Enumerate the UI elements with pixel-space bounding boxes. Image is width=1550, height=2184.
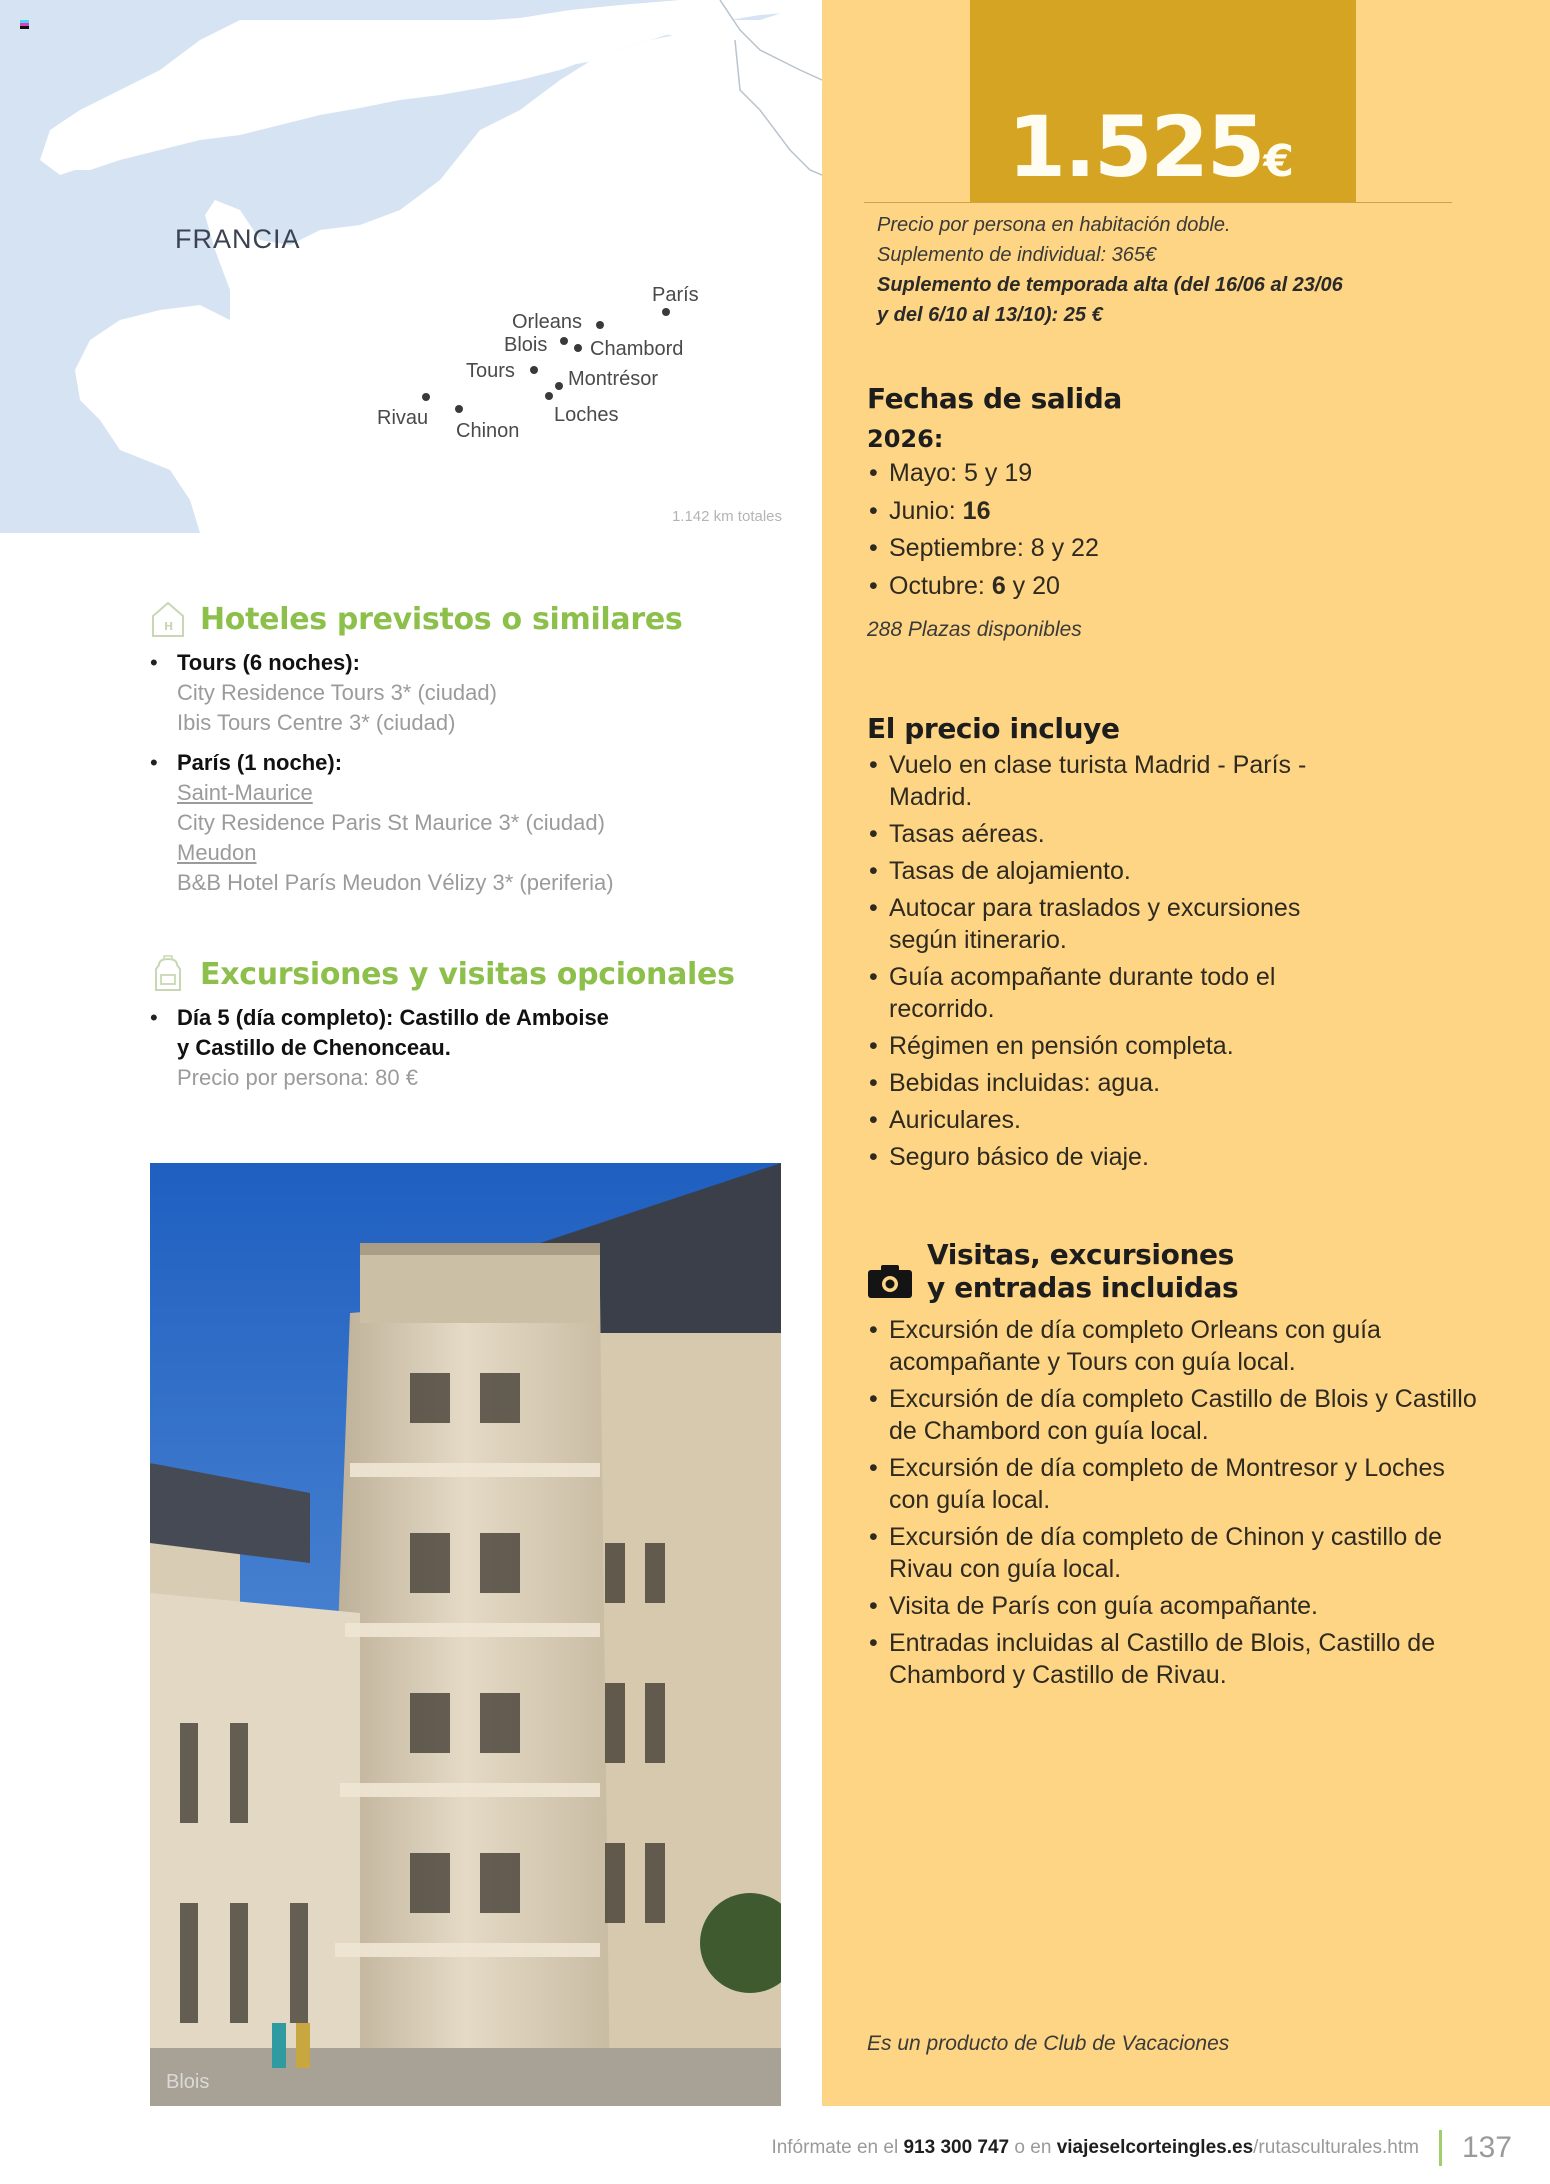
departure-days: 8 y 22 bbox=[1030, 534, 1099, 562]
hotel-entry: B&B Hotel París Meudon Vélizy 3* (periferia) bbox=[177, 870, 614, 895]
page-number: 137 bbox=[1461, 2131, 1512, 2164]
hotel-list bbox=[150, 648, 830, 898]
map-landmass bbox=[0, 0, 822, 533]
city-label: Blois bbox=[504, 334, 548, 356]
price-box bbox=[970, 0, 1356, 202]
city-marker-icon bbox=[455, 405, 463, 413]
hotel-group-tours bbox=[150, 648, 830, 738]
city-label: Orleans bbox=[512, 311, 583, 333]
optional-excursions-title: Excursiones y visitas opcionales bbox=[200, 956, 735, 992]
photo-caption: Blois bbox=[166, 2071, 210, 2093]
list-item: • Vuelo en clase turista Madrid - París - Madrid. bbox=[867, 749, 1327, 813]
optional-excursions-heading bbox=[150, 955, 830, 993]
list-item: • Seguro básico de viaje. bbox=[867, 1141, 1327, 1173]
footer-website-link[interactable]: viajeselcorteingles.es bbox=[1056, 2137, 1254, 2158]
footer-middle: o en bbox=[1009, 2137, 1057, 2158]
optional-excursions-list bbox=[150, 1003, 830, 1093]
hotel-entry: City Residence Tours 3* (ciudad) bbox=[177, 680, 497, 705]
included-visits-title-line2: y entradas incluidas bbox=[927, 1271, 1239, 1304]
optional-excursion-price: Precio por persona: 80 € bbox=[177, 1065, 418, 1090]
departure-month: Junio: bbox=[889, 496, 963, 525]
city-label: Montrésor bbox=[568, 368, 659, 390]
city-marker-icon bbox=[545, 392, 553, 400]
price-note-high-season-cont: y del 6/10 al 13/10): 25 € bbox=[877, 304, 1103, 326]
svg-text:H: H bbox=[164, 620, 173, 633]
city-label: Loches bbox=[554, 404, 619, 426]
list-item: • Tasas aéreas. bbox=[867, 818, 1327, 850]
list-item: • Excursión de día completo de Montresor y Loches con guía local. bbox=[867, 1452, 1487, 1516]
castle-illustration bbox=[150, 1163, 781, 2106]
price-note-single-supplement: Suplemento de individual: 365€ bbox=[877, 244, 1157, 266]
footer-contact bbox=[771, 2137, 1419, 2159]
list-item: • Excursión de día completo Orleans con guía acompañante y Tours con guía local. bbox=[867, 1314, 1487, 1378]
list-item: • Tasas de alojamiento. bbox=[867, 855, 1327, 887]
city-marker-icon bbox=[555, 382, 563, 390]
hotel-entry: Ibis Tours Centre 3* (ciudad) bbox=[177, 710, 456, 735]
city-marker-icon bbox=[574, 344, 582, 352]
list-item: • Bebidas incluidas: agua. bbox=[867, 1067, 1327, 1099]
departure-item-october bbox=[867, 570, 1507, 602]
departure-month: Mayo: bbox=[889, 459, 965, 487]
list-item: • Régimen en pensión completa. bbox=[867, 1030, 1327, 1062]
departure-days-highlight: 6 bbox=[991, 571, 1006, 600]
price-includes-section bbox=[867, 712, 1327, 1173]
hotels-heading bbox=[150, 600, 830, 638]
footer-website-path[interactable]: /rutasculturales.htm bbox=[1253, 2137, 1419, 2158]
city-marker-icon bbox=[530, 366, 538, 374]
departure-month: Septiembre: bbox=[889, 534, 1031, 562]
price-value bbox=[1008, 98, 1294, 196]
price-notes bbox=[877, 210, 1497, 330]
departures-year: 2026: bbox=[867, 425, 944, 453]
total-distance-note: 1.142 km totales bbox=[671, 508, 782, 525]
footer-prefix: Infórmate en el bbox=[771, 2137, 904, 2158]
footer-phone[interactable]: 913 300 747 bbox=[903, 2137, 1010, 2158]
hotels-section bbox=[150, 600, 830, 898]
included-visits-heading bbox=[867, 1238, 1487, 1304]
hotel-area-link-saint-maurice[interactable]: Saint-Maurice bbox=[177, 780, 313, 805]
footer-separator bbox=[1439, 2130, 1442, 2166]
city-marker-icon bbox=[560, 337, 568, 345]
price-note-double-room: Precio por persona en habitación doble. bbox=[877, 214, 1231, 236]
departures-section bbox=[867, 382, 1507, 642]
departure-days: 5 y 19 bbox=[964, 459, 1033, 487]
departure-item-june bbox=[867, 495, 1507, 527]
departure-days-highlight: 16 bbox=[962, 496, 991, 525]
hotel-house-icon bbox=[150, 600, 186, 638]
price-includes-list bbox=[867, 749, 1327, 1173]
city-label: París bbox=[652, 284, 699, 306]
list-item: • Entradas incluidas al Castillo de Blois, Castillo de Chambord y Castillo de Rivau. bbox=[867, 1627, 1487, 1691]
departure-dates-list bbox=[867, 457, 1507, 602]
hotels-title: Hoteles previstos o similares bbox=[200, 601, 683, 637]
hotel-entry: City Residence Paris St Maurice 3* (ciudad) bbox=[177, 810, 605, 835]
chateau-de-blois-photo bbox=[150, 1163, 781, 2106]
hotel-group-paris bbox=[150, 748, 830, 898]
price-currency: € bbox=[1263, 136, 1294, 187]
price-includes-title: El precio incluye bbox=[867, 712, 1120, 745]
backpack-icon bbox=[150, 955, 186, 993]
route-map bbox=[0, 0, 822, 533]
price-amount: 1.525 bbox=[1007, 98, 1264, 196]
page-footer bbox=[771, 2124, 1512, 2172]
departure-item-may bbox=[867, 457, 1507, 489]
list-item: • Autocar para traslados y excursiones según itinerario. bbox=[867, 892, 1327, 956]
trip-info-panel bbox=[822, 0, 1550, 2106]
price-note-high-season: Suplemento de temporada alta (del 16/06 al 23/06 bbox=[877, 274, 1343, 296]
departure-item-september bbox=[867, 532, 1507, 564]
hotel-area-link-meudon[interactable]: Meudon bbox=[177, 840, 257, 865]
optional-excursion-line2: y Castillo de Chenonceau. bbox=[177, 1035, 451, 1060]
optional-excursion-line1: • Día 5 (día completo): Castillo de Amboise bbox=[177, 1005, 609, 1030]
print-registration-mark bbox=[20, 20, 29, 29]
optional-excursion-item bbox=[150, 1003, 830, 1093]
included-visits-list bbox=[867, 1314, 1487, 1691]
city-label: Tours bbox=[466, 360, 515, 382]
seats-available: 288 Plazas disponibles bbox=[867, 617, 1082, 641]
list-item: • Visita de París con guía acompañante. bbox=[867, 1590, 1487, 1622]
city-label: Chinon bbox=[456, 420, 520, 442]
city-label: Chambord bbox=[590, 338, 684, 360]
departures-title: Fechas de salida bbox=[867, 382, 1122, 415]
price-divider bbox=[864, 202, 1452, 203]
hotel-group-city: • Tours (6 noches): bbox=[177, 650, 360, 675]
optional-excursions-section bbox=[150, 955, 830, 1093]
country-label: FRANCIA bbox=[175, 224, 301, 254]
city-marker-icon bbox=[422, 393, 430, 401]
list-item: • Excursión de día completo de Chinon y castillo de Rivau con guía local. bbox=[867, 1521, 1487, 1585]
product-note: Es un producto de Club de Vacaciones bbox=[867, 2032, 1230, 2055]
departure-month: Octubre: bbox=[889, 571, 992, 600]
city-label: Rivau bbox=[377, 407, 429, 429]
hotel-group-city: • París (1 noche): bbox=[177, 750, 343, 775]
camera-icon bbox=[867, 1262, 913, 1300]
city-marker-icon bbox=[596, 321, 604, 329]
list-item: • Excursión de día completo Castillo de Blois y Castillo de Chambord con guía local. bbox=[867, 1383, 1487, 1447]
departure-days: y 20 bbox=[1005, 571, 1060, 600]
list-item: • Auriculares. bbox=[867, 1104, 1327, 1136]
list-item: • Guía acompañante durante todo el recorrido. bbox=[867, 961, 1327, 1025]
included-visits-section bbox=[867, 1238, 1487, 1691]
included-visits-title-line1: Visitas, excursiones bbox=[927, 1238, 1234, 1271]
city-marker-icon bbox=[662, 308, 670, 316]
